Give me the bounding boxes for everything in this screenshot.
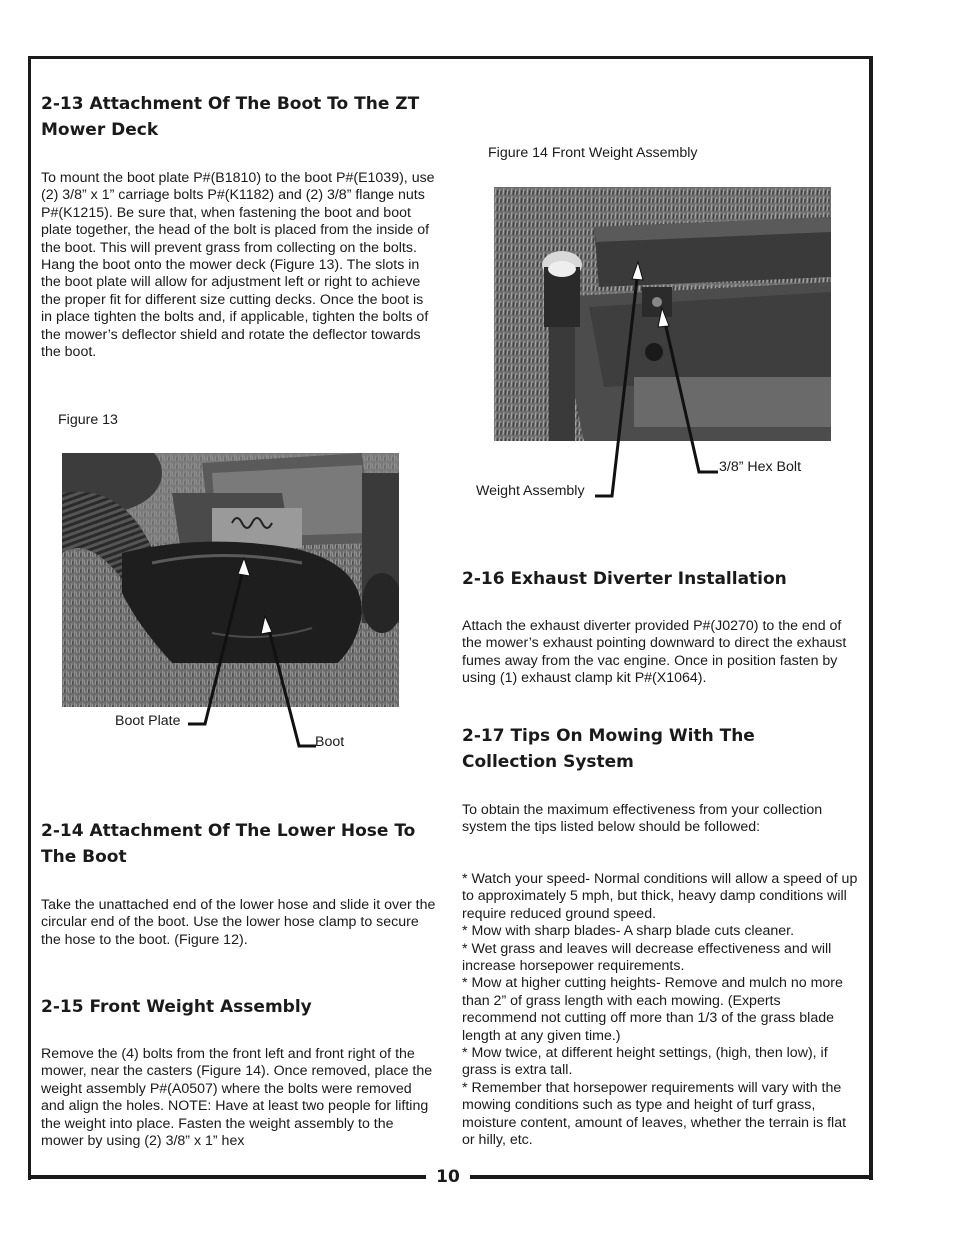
- section-2-16-heading: 2-16 Exhaust Diverter Installation: [462, 569, 787, 589]
- section-2-13-body: To mount the boot plate P#(B1810) to the boot P#(E1039), use (2) 3/8” x 1” carriage bolts P#(K1182) and (2) 3/8” flange nuts P#(K1215). Be sure that, when fastening the boot and boot plate together, the head of the bolt is placed from the inside of the boot. This will prevent grass from collecting on the bolts. Hang the boot onto the mower deck (Figure 13). The slots in the boot plate will allow for adjustment left or right to achieve the proper fit for different size cutting decks. Once the boot is in place tighten the bolts and, if applicable, tighten the bolts of the mower’s deflector shield and rotate the deflector towards the boot.: [41, 170, 435, 361]
- section-2-16-body: Attach the exhaust diverter provided P#(J0270) to the end of the mower’s exhaust pointing downward to direct the exhaust fumes away from the vac engine. Once in position fasten by using (1) exhaust clamp kit P#(X1064).: [462, 618, 847, 687]
- bottom-rule-right: [470, 1175, 870, 1179]
- section-2-14-body: Take the unattached end of the lower hose and slide it over the circular end of the boot. Use the lower hose clamp to secure the hose to the boot. (Figure 12).: [41, 897, 436, 948]
- tip-item: * Wet grass and leaves will decrease effectiveness and will increase horsepower requirements.: [462, 940, 832, 975]
- figure-14-caption: Figure 14 Front Weight Assembly: [488, 145, 698, 161]
- figure-13-photo: [62, 453, 399, 707]
- section-2-14-heading: 2-14 Attachment Of The Lower Hose To The Boot: [41, 821, 416, 867]
- tip-item: * Mow twice, at different height settings, (high, then low), if grass is extra tall.: [462, 1045, 828, 1079]
- section-2-15-body: Remove the (4) bolts from the front left and front right of the mower, near the casters (Figure 14). Once removed, place the weight assembly P#(A0507) where the bolts were removed and align the holes. NOTE: Have at least two people for lifting the weight into place. Fasten the weight assembly to the mower by using (2) 3/8” x 1” hex: [41, 1046, 433, 1150]
- tip-item: * Mow at higher cutting heights- Remove and mulch no more than 2” of grass length with each mowing. (Experts recommend not cutting off more than 1/3 of the grass blade length at any given time.): [462, 975, 843, 1044]
- section-2-17-intro: To obtain the maximum effectiveness from your collection system the tips listed below should be followed:: [462, 802, 823, 836]
- section-2-17-heading: 2-17 Tips On Mowing With The Collection System: [462, 726, 755, 772]
- section-2-13-heading: 2-13 Attachment Of The Boot To The ZT Mower Deck: [41, 94, 420, 140]
- tip-item: * Remember that horsepower requirements will vary with the mowing conditions such as type and height of turf grass, moisture content, amount of leaves, whether the terrain is flat or hilly, etc.: [462, 1079, 847, 1149]
- section-2-17-tips-list: [462, 871, 858, 1150]
- section-2-15-heading: 2-15 Front Weight Assembly: [41, 997, 312, 1017]
- figure-13-caption: Figure 13: [58, 412, 118, 428]
- figure-14-photo: [494, 187, 831, 441]
- figure-14-label-hex-bolt: 3/8” Hex Bolt: [719, 459, 802, 475]
- tip-item: * Mow with sharp blades- A sharp blade cuts cleaner.: [462, 923, 795, 940]
- figure-14-label-weight-assembly: Weight Assembly: [476, 483, 585, 499]
- figure-13-label-boot: Boot: [315, 734, 345, 750]
- bottom-rule-left: [28, 1175, 426, 1179]
- page-number: 10: [428, 1167, 468, 1187]
- figure-13-label-boot-plate: Boot Plate: [115, 713, 181, 729]
- tip-item: * Watch your speed- Normal conditions will allow a speed of up to approximately 5 mph, but thick, heavy damp conditions will require reduced ground speed.: [462, 871, 858, 922]
